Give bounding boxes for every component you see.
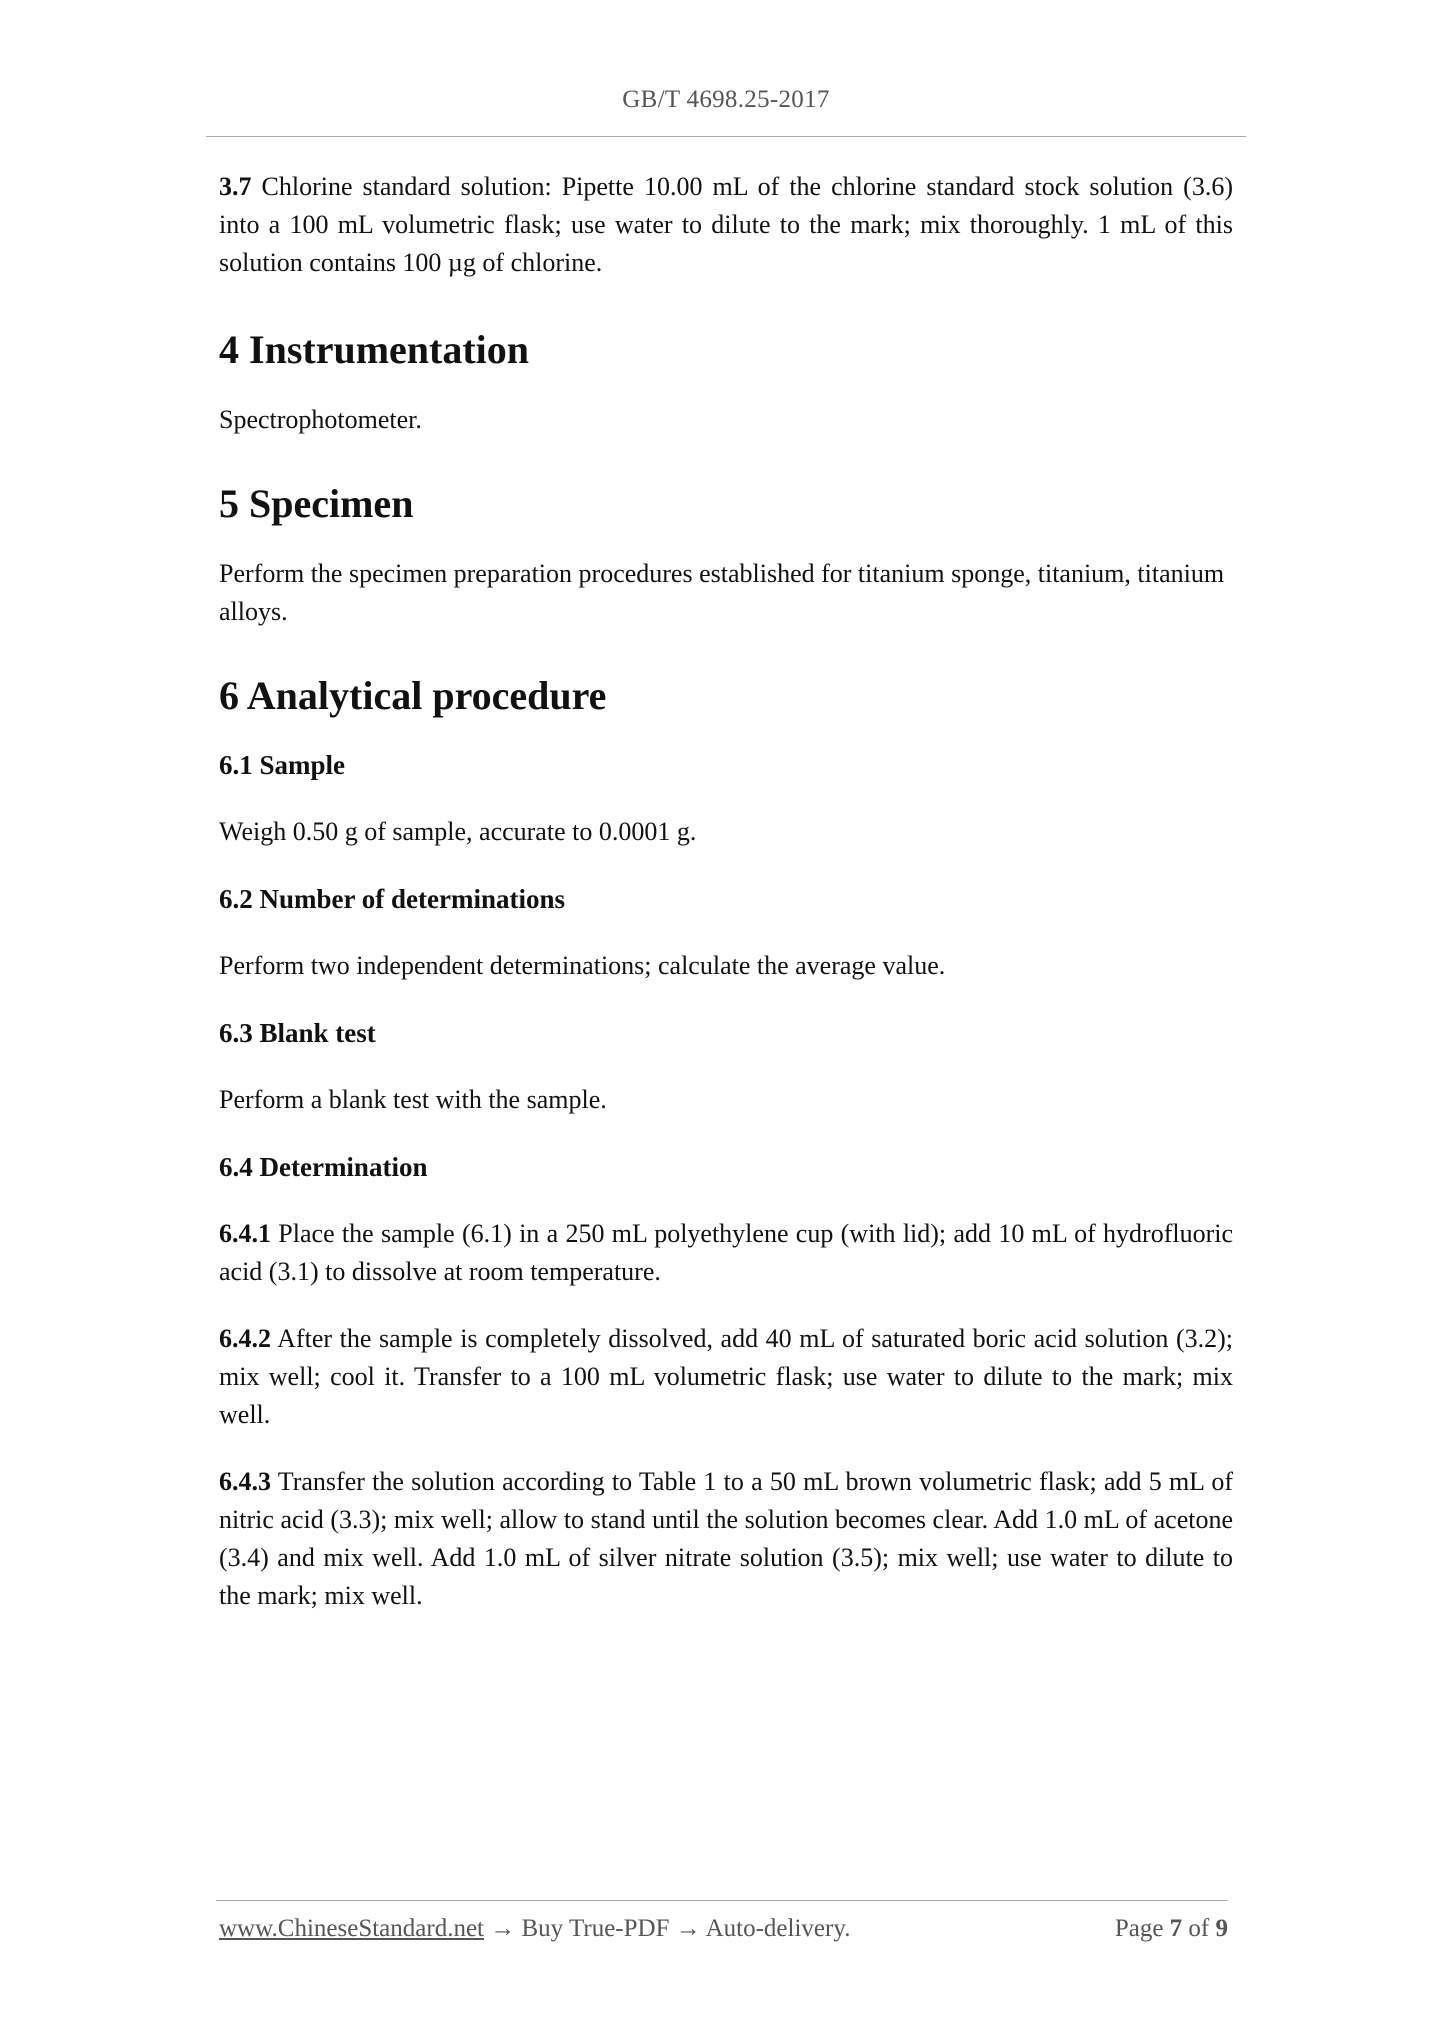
clause-text: Chlorine standard solution: Pipette 10.00 mL of the chlorine standard stock solution (3.6) into a 100 mL volumetric flask; use water to dilute to the mark; mix thoroughly. 1 mL of this solution contains 100 µg of chlorine.: [219, 172, 1233, 277]
clause-number: 3.7: [219, 172, 252, 201]
page-number: [1115, 1915, 1228, 1943]
section-4-text: Spectrophotometer.: [219, 405, 422, 434]
section-6-3-heading: 6.3 Blank test: [219, 1018, 376, 1048]
section-6-4-3-paragraph: [219, 1463, 1233, 1615]
total-pages: 9: [1215, 1915, 1228, 1942]
section-6-4-2-paragraph: [219, 1320, 1233, 1434]
arrow-right-icon: →: [490, 1915, 516, 1942]
page-label: Page: [1114, 1915, 1164, 1942]
section-6-2-text: Perform two independent determinations; calculate the average value.: [219, 951, 946, 980]
section-5-text: Perform the specimen preparation procedures established for titanium sponge, titanium, titanium alloys.: [219, 559, 1225, 626]
arrow-right-icon: →: [675, 1915, 701, 1942]
footer-promo: [219, 1915, 850, 1943]
footer-divider: [216, 1900, 1228, 1901]
delivery-text: Auto-delivery.: [705, 1915, 851, 1942]
clause-number: 6.4.2: [219, 1324, 271, 1353]
clause-text: Place the sample (6.1) in a 250 mL polyethylene cup (with lid); add 10 mL of hydrofluoric acid (3.1) to dissolve at room temperature.: [219, 1219, 1233, 1286]
clause-text: Transfer the solution according to Table 1 to a 50 mL brown volumetric flask; add 5 mL of nitric acid (3.3); mix well; allow to stand until the solution becomes clear. Add 1.0 mL of acetone (3.4) and mix well. Add 1.0 mL of silver nitrate solution (3.5); mix well; use water to dilute to the mark; mix well.: [219, 1467, 1233, 1610]
clause-number: 6.4.1: [219, 1219, 271, 1248]
document-body: [219, 168, 1233, 1615]
section-4-heading: 4 Instrumentation: [219, 327, 530, 372]
section-6-4-heading: 6.4 Determination: [219, 1152, 428, 1182]
page-of-label: of: [1188, 1915, 1210, 1942]
current-page: 7: [1169, 1915, 1183, 1942]
header-divider: [206, 136, 1246, 137]
section-5-heading: 5 Specimen: [219, 481, 414, 526]
website-link[interactable]: www.ChineseStandard.net: [219, 1915, 484, 1942]
section-6-1-text: Weigh 0.50 g of sample, accurate to 0.0001 g.: [219, 817, 697, 846]
section-6-2-heading: 6.2 Number of determinations: [219, 884, 565, 914]
section-6-1-heading: 6.1 Sample: [219, 750, 346, 780]
buy-text: Buy True-PDF: [521, 1915, 670, 1942]
page-header: GB/T 4698.25-2017: [622, 86, 830, 113]
section-3-7-paragraph: [219, 168, 1233, 282]
clause-number: 6.4.3: [219, 1467, 271, 1496]
section-6-3-text: Perform a blank test with the sample.: [219, 1085, 607, 1114]
section-6-4-1-paragraph: [219, 1215, 1233, 1291]
clause-text: After the sample is completely dissolved, add 40 mL of saturated boric acid solution (3.2); mix well; cool it. Transfer to a 100 mL volumetric flask; use water to dilute to the mark; mix well.: [219, 1324, 1233, 1429]
section-6-heading: 6 Analytical procedure: [219, 673, 607, 718]
